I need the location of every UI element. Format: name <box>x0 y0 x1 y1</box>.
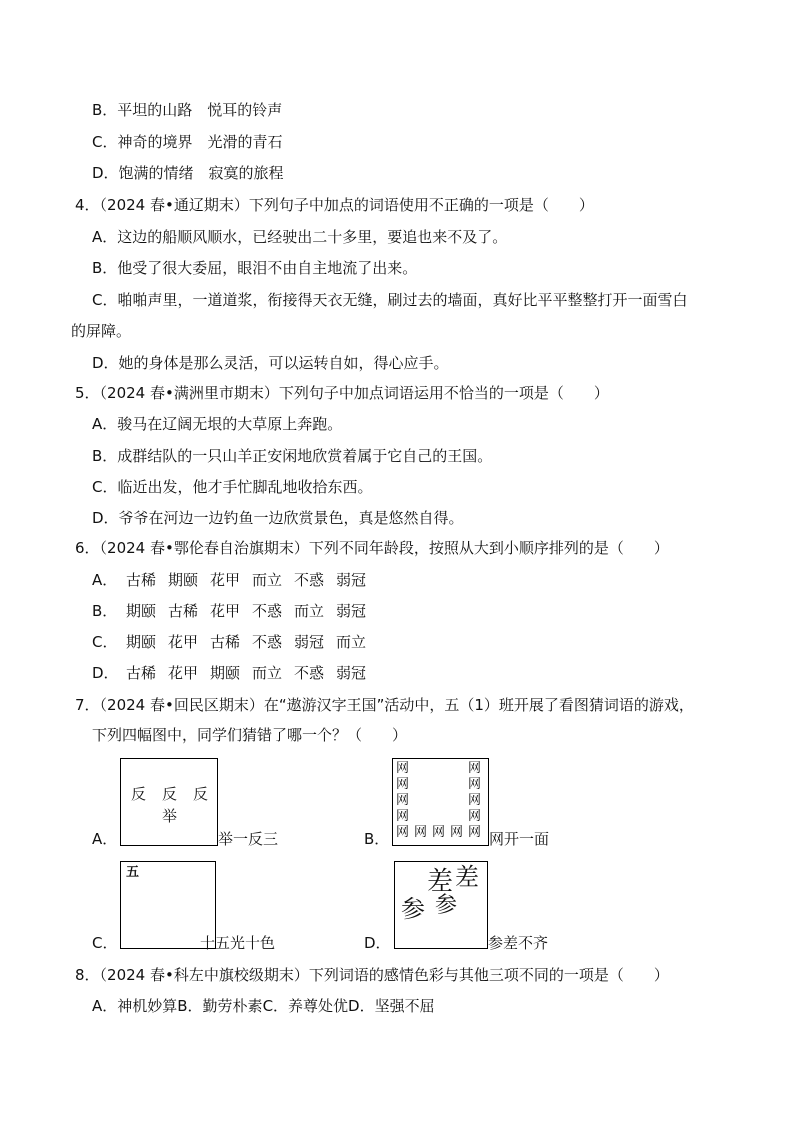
term: 花甲 <box>210 602 241 620</box>
term: 弱冠 <box>336 571 367 589</box>
pic-char: 差 <box>427 867 454 897</box>
net-char: 网 <box>450 825 464 840</box>
term: 不惑 <box>252 602 283 620</box>
term: 期颐 <box>168 571 199 589</box>
net-char: 网 <box>414 825 428 840</box>
term: 期颐 <box>126 602 157 620</box>
q7-stem-line1: 7．（2024 春•回民区期末）在“遨游汉字王国”活动中，五（1）班开展了看图猜词语的游戏， <box>75 696 694 714</box>
q7-option-a-answer: 举一反三 <box>218 830 279 848</box>
pic-char: 反 <box>193 785 209 803</box>
term: 花甲 <box>168 633 199 651</box>
pic-char: 参 <box>401 895 425 923</box>
term: 而立 <box>252 664 283 682</box>
q8-option-d: D．坚强不屈 <box>348 997 435 1015</box>
q3-option-c: C．神奇的境界 光滑的青石 <box>92 133 283 151</box>
net-char: 网 <box>396 761 410 776</box>
pic-char: 反 <box>162 785 178 803</box>
q8-options <box>92 996 435 1016</box>
net-char: 网 <box>468 761 482 776</box>
q5-option-b: B．成群结队的一只山羊正安闲地欣赏着属于它自己的王国。 <box>92 447 493 465</box>
net-char: 网 <box>468 825 482 840</box>
q4-stem: 4．（2024 春•通辽期末）下列句子中加点的词语使用不正确的一项是（ ） <box>75 196 594 214</box>
q5-option-c: C．临近出发，他才手忙脚乱地收拾东西。 <box>92 478 373 496</box>
net-char: 网 <box>432 825 446 840</box>
q8-option-b: B．勤劳朴素 <box>177 997 263 1015</box>
term: 期颐 <box>126 633 157 651</box>
option-label: D． <box>92 664 119 682</box>
option-label: A． <box>92 571 118 589</box>
net-char: 网 <box>396 825 410 840</box>
q4-option-a: A．这边的船顺风顺水，已经驶出二十多里，要追也来不及了。 <box>92 228 508 246</box>
term: 期颐 <box>210 664 241 682</box>
q7-stem-line2: 下列四幅图中，同学们猜错了哪一个？（ ） <box>92 726 408 744</box>
net-char: 网 <box>468 793 482 808</box>
q4-option-b: B．他受了很大委屈，眼泪不由自主地流了出来。 <box>92 259 418 277</box>
q6-option-b <box>92 601 378 621</box>
q4-option-c-line2: 的屏障。 <box>71 322 132 340</box>
q3-option-b: B．平坦的山路 悦耳的铃声 <box>92 101 283 119</box>
term: 弱冠 <box>294 633 325 651</box>
q5-option-a: A．骏马在辽阔无垠的大草原上奔跑。 <box>92 415 343 433</box>
option-label: C． <box>92 633 118 651</box>
net-char: 网 <box>396 777 410 792</box>
option-label: B． <box>92 602 118 620</box>
q8-stem: 8．（2024 春•科左中旗校级期末）下列词语的感情色彩与其他三项不同的一项是（ ） <box>75 966 669 984</box>
net-char: 网 <box>468 809 482 824</box>
q7-picture-d <box>394 861 488 949</box>
q7-option-b-label: B． <box>364 830 390 848</box>
q4-option-d: D．她的身体是那么灵活，可以运转自如，得心应手。 <box>92 354 449 372</box>
q3-option-d: D．饱满的情绪 寂寞的旅程 <box>92 164 284 182</box>
pic-char: 举 <box>162 807 178 825</box>
term: 古稀 <box>168 602 199 620</box>
term: 古稀 <box>126 571 157 589</box>
q7-option-d-label: D． <box>364 934 391 952</box>
net-char: 网 <box>468 777 482 792</box>
term: 而立 <box>294 602 325 620</box>
pic-char: 差 <box>455 863 479 891</box>
q7-option-c-label: C． <box>92 934 118 952</box>
term: 不惑 <box>294 664 325 682</box>
term: 花甲 <box>168 664 199 682</box>
term: 古稀 <box>126 664 157 682</box>
pic-char: 五 <box>126 865 140 880</box>
q7-option-b-answer: 网开一面 <box>489 830 550 848</box>
term: 不惑 <box>252 633 283 651</box>
q4-option-c-line1: C．啪啪声里，一道道浆，衔接得天衣无缝，刷过去的墙面，真好比平平整整打开一面雪白 <box>92 291 688 309</box>
q5-stem: 5．（2024 春•满洲里市期末）下列句子中加点词语运用不恰当的一项是（ ） <box>75 384 609 402</box>
q6-option-d <box>92 663 378 683</box>
q6-option-c <box>92 632 378 652</box>
q5-option-d: D．爷爷在河边一边钓鱼一边欣赏景色，真是悠然自得。 <box>92 509 464 527</box>
q7-picture-c-shi: 十 <box>200 934 216 952</box>
q7-picture-a <box>120 758 218 846</box>
q7-picture-b <box>392 758 489 846</box>
q7-option-c-answer: 五光十色 <box>215 934 276 952</box>
term: 古稀 <box>210 633 241 651</box>
pic-char: 参 <box>435 893 458 918</box>
q6-option-a <box>92 570 378 590</box>
q8-option-c: C．养尊处优 <box>262 997 349 1015</box>
pic-char: 反 <box>131 785 147 803</box>
term: 花甲 <box>210 571 241 589</box>
q6-stem: 6．（2024 春•鄂伦春自治旗期末）下列不同年龄段，按照从大到小顺序排列的是（ ） <box>75 539 669 557</box>
net-char: 网 <box>396 793 410 808</box>
q8-option-a: A．神机妙算 <box>92 997 178 1015</box>
q7-option-a-label: A． <box>92 830 118 848</box>
term: 弱冠 <box>336 602 367 620</box>
term: 不惑 <box>294 571 325 589</box>
term: 而立 <box>336 633 367 651</box>
net-char: 网 <box>396 809 410 824</box>
q7-option-d-answer: 参差不齐 <box>488 934 549 952</box>
term: 弱冠 <box>336 664 367 682</box>
term: 而立 <box>252 571 283 589</box>
